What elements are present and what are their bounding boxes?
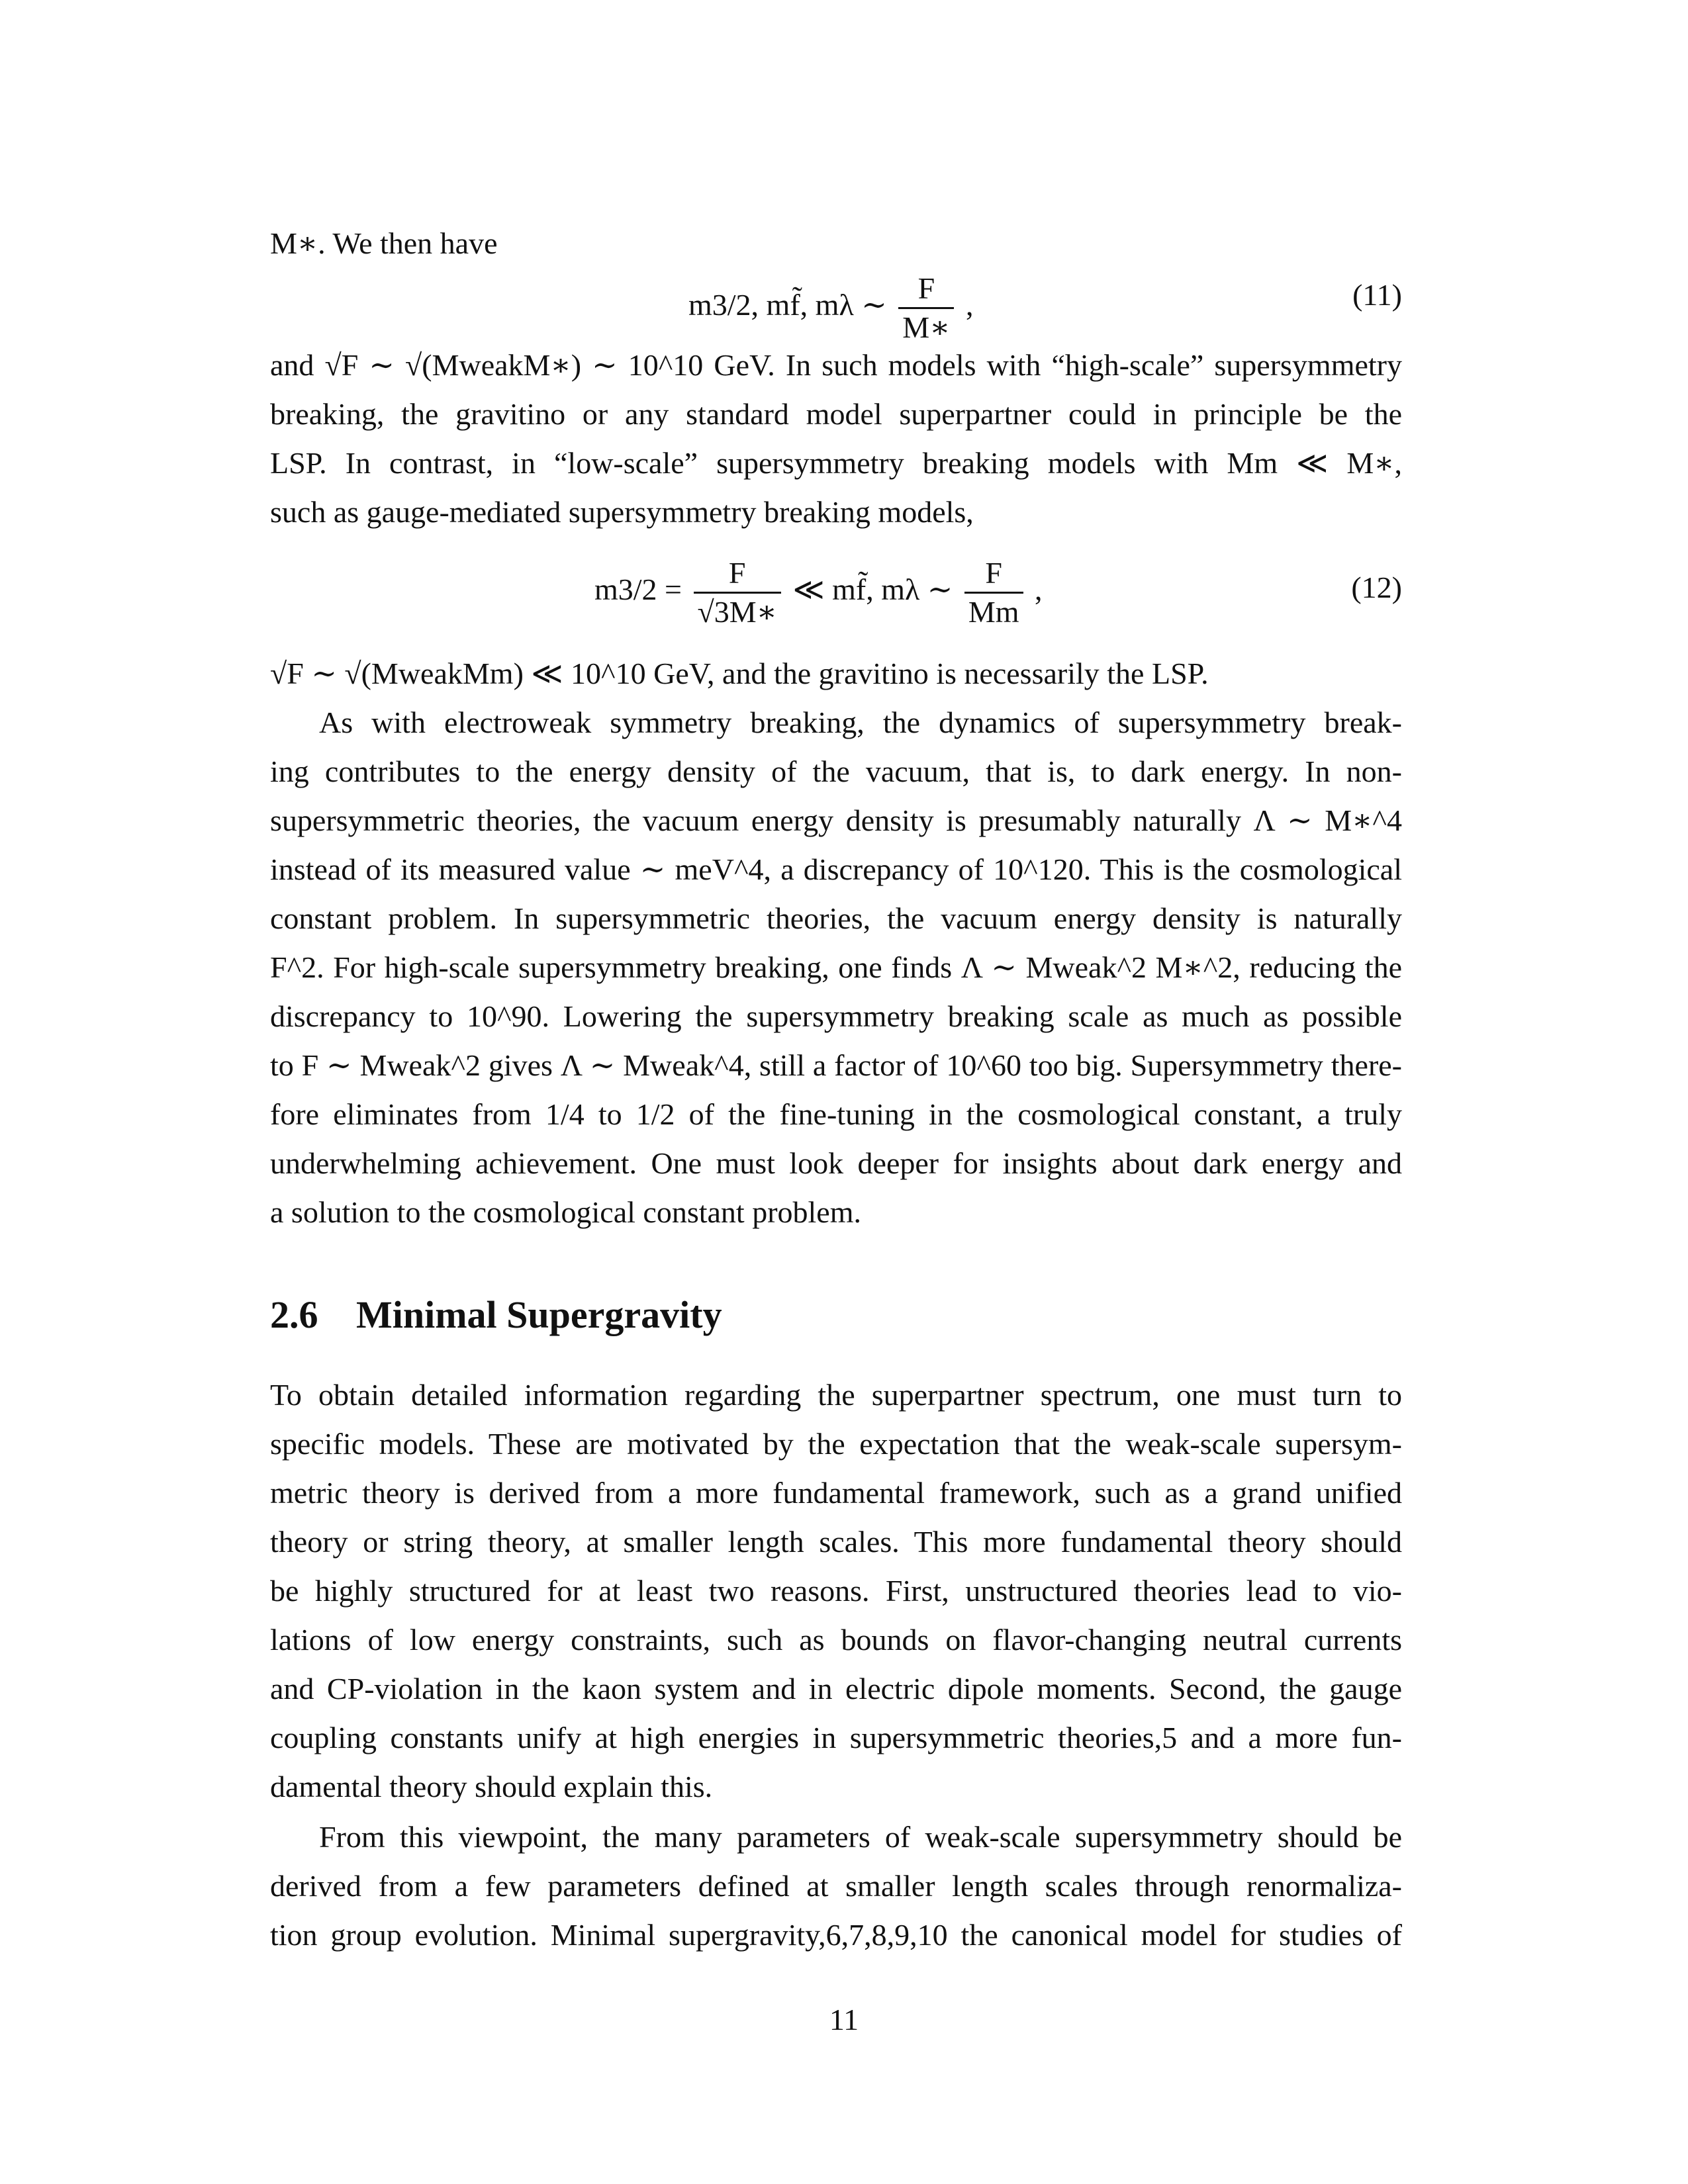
text-line: coupling constants unify at high energies in supersymmetric theories,5 and a more fun- [270, 1721, 1402, 1754]
eq12-left: m3/2 = [594, 572, 682, 607]
text-line: constant problem. In supersymmetric theories, the vacuum energy density is naturally [270, 901, 1402, 935]
eq11-denominator: M∗ [898, 307, 954, 346]
section-number: 2.6 [270, 1293, 318, 1336]
text-line: such as gauge-mediated supersymmetry breaking models, [270, 495, 974, 529]
eq12-numerator-1: F [728, 556, 746, 590]
eq11-left: m3/2, mf̃, mλ ∼ [688, 288, 887, 322]
text-line: be highly structured for at least two reasons. First, unstructured theories lead to vio- [270, 1574, 1402, 1608]
equation-12 [594, 555, 1043, 631]
section-heading [270, 1292, 722, 1338]
text-line: theory or string theory, at smaller length scales. This more fundamental theory should [270, 1525, 1402, 1559]
eq11-fraction [898, 270, 954, 346]
text-line: To obtain detailed information regarding the superpartner spectrum, one must turn to [270, 1378, 1402, 1412]
page-number: 11 [829, 2003, 859, 2036]
section-title: Minimal Supergravity [356, 1293, 722, 1336]
text-line: As with electroweak symmetry breaking, the dynamics of supersymmetry break- [319, 705, 1402, 739]
equation-11 [688, 270, 973, 346]
eq12-middle: ≪ mf̃, mλ ∼ [792, 572, 953, 607]
text-line: F^2. For high-scale supersymmetry breaking, one finds Λ ∼ Mweak^2 M∗^2, reducing the [270, 950, 1402, 984]
text-line: M∗. We then have [270, 226, 498, 260]
text-line: damental theory should explain this. [270, 1770, 713, 1803]
text-line: and √F ∼ √(MweakM∗) ∼ 10^10 GeV. In such models with “high-scale” supersymmetry [270, 348, 1402, 382]
text-line: and CP-violation in the kaon system and in electric dipole moments. Second, the gauge [270, 1672, 1402, 1706]
text-line: a solution to the cosmological constant problem. [270, 1195, 862, 1229]
text-line: √F ∼ √(MweakMm) ≪ 10^10 GeV, and the gravitino is necessarily the LSP. [270, 657, 1209, 690]
eq12-denominator-1: √3M∗ [694, 592, 781, 631]
equation-number-11: (11) [1352, 278, 1402, 312]
text-line: discrepancy to 10^90. Lowering the supersymmetry breaking scale as much as possible [270, 999, 1402, 1033]
text-line: breaking, the gravitino or any standard model superpartner could in principle be the [270, 397, 1402, 431]
text-line: ing contributes to the energy density of the vacuum, that is, to dark energy. In non- [270, 754, 1402, 788]
eq11-numerator: F [917, 271, 935, 305]
eq12-denominator-2: Mm [964, 592, 1023, 631]
eq12-tail: , [1035, 572, 1043, 607]
eq12-numerator-2: F [985, 556, 1002, 590]
text-line: tion group evolution. Minimal supergravity,6,7,8,9,10 the canonical model for studies of [270, 1918, 1402, 1952]
equation-number-12: (12) [1351, 570, 1402, 604]
eq11-tail: , [965, 288, 974, 322]
text-line: From this viewpoint, the many parameters of weak-scale supersymmetry should be [319, 1820, 1402, 1854]
text-line: specific models. These are motivated by the expectation that the weak-scale supersym- [270, 1427, 1402, 1461]
text-line: fore eliminates from 1/4 to 1/2 of the fine-tuning in the cosmological constant, a truly [270, 1097, 1402, 1131]
text-line: to F ∼ Mweak^2 gives Λ ∼ Mweak^4, still a factor of 10^60 too big. Supersymmetry there- [270, 1048, 1402, 1082]
text-line: derived from a few parameters defined at smaller length scales through renormaliza- [270, 1869, 1402, 1903]
text-line: LSP. In contrast, in “low-scale” supersymmetry breaking models with Mm ≪ M∗, [270, 446, 1402, 480]
text-line: instead of its measured value ∼ meV^4, a discrepancy of 10^120. This is the cosmological [270, 852, 1402, 886]
text-line: lations of low energy constraints, such as bounds on flavor-changing neutral currents [270, 1623, 1402, 1657]
text-line: supersymmetric theories, the vacuum energy density is presumably naturally Λ ∼ M∗^4 [270, 803, 1402, 837]
text-line: metric theory is derived from a more fundamental framework, such as a grand unified [270, 1476, 1402, 1510]
text-line: underwhelming achievement. One must look deeper for insights about dark energy and [270, 1146, 1402, 1180]
eq12-fraction-2 [964, 555, 1023, 631]
eq12-fraction-1 [694, 555, 781, 631]
